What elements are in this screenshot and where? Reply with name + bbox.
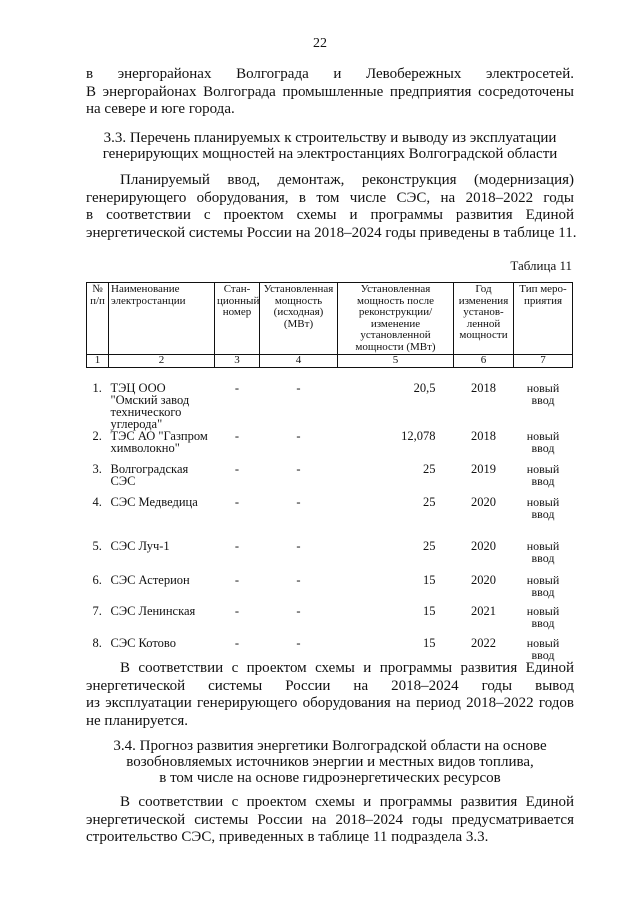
row-after: 15 [423, 603, 436, 618]
row-year: 2022 [471, 635, 496, 650]
row-year: 2020 [471, 572, 496, 587]
row-year: 2019 [471, 461, 496, 476]
intro-line-1-word: Левобережных [365, 66, 462, 82]
after-table-line-2-word: энергетической [86, 677, 186, 694]
row-year: 2018 [471, 380, 496, 395]
table-row [87, 367, 573, 430]
row-initial: - [296, 635, 301, 650]
header-idx: № п/п [87, 283, 109, 355]
after-table-line-2-word: на [353, 677, 369, 694]
row-station: - [234, 461, 240, 476]
section-3-3-para-line-4: энергетической системы России на 2018–2024 годы приведены в таблице 11. [86, 224, 577, 241]
row-initial: - [296, 461, 301, 476]
section-3-4-paragraph [86, 794, 574, 847]
row-idx: 6. [92, 572, 102, 587]
row-station: - [234, 380, 240, 395]
row-name: СЭС Луч-1 [110, 538, 170, 553]
row-year: 2021 [471, 603, 496, 618]
row-type: новый ввод [526, 494, 560, 521]
header-after: Установленная мощность после реконструкции/ изменение установленной мощности (МВт) [338, 283, 454, 355]
row-type: новый ввод [526, 635, 560, 662]
row-idx: 3. [92, 461, 102, 476]
column-number: 6 [454, 355, 514, 368]
row-idx: 2. [92, 428, 102, 443]
row-name: СЭС Астерион [110, 572, 190, 587]
intro-line-1-word: и [333, 66, 342, 82]
row-station: - [234, 572, 240, 587]
row-station: - [234, 538, 240, 553]
column-number: 3 [215, 355, 260, 368]
row-name: Волгоградская СЭС [110, 461, 189, 488]
row-type: новый ввод [526, 380, 560, 407]
column-number: 2 [109, 355, 215, 368]
intro-line-2: В энергорайонах Волгограда промышленные предприятия сосредоточены [86, 83, 574, 100]
intro-paragraph [86, 66, 574, 119]
table-row [87, 463, 573, 496]
row-initial: - [296, 603, 301, 618]
intro-line-1-word: в [86, 66, 94, 82]
page-number: 22 [313, 36, 327, 51]
row-station: - [234, 494, 240, 509]
row-name: ТЭС АО "Газпром химволокно" [110, 428, 208, 455]
column-number: 1 [87, 355, 109, 368]
section-3-4-para-line-1: В соответствии с проектом схемы и программы развития Единой [120, 794, 574, 810]
intro-line-1-word: электросетей. [485, 66, 574, 82]
table-row [87, 430, 573, 463]
section-3-4-heading-line-2: возобновляемых источников энергии и местных видов топлива, [126, 754, 534, 770]
section-3-3-para-line-1: Планируемый ввод, демонтаж, реконструкция (модернизация) [120, 172, 574, 188]
after-table-line-1: В соответствии с проектом схемы и программы развития Единой [120, 660, 574, 676]
row-station: - [234, 635, 240, 650]
row-after: 12,078 [401, 428, 436, 443]
section-3-4-heading-line-1: 3.4. Прогноз развития энергетики Волгоградской области на основе [113, 738, 547, 754]
after-table-line-2-word: России [285, 677, 331, 694]
section-3-3-heading [86, 130, 574, 162]
table-row [87, 605, 573, 637]
row-initial: - [296, 572, 301, 587]
section-3-4-heading [86, 738, 574, 786]
row-idx: 7. [92, 603, 102, 618]
after-table-line-3: из эксплуатации генерирующего оборудования на период 2018–2022 годов [86, 695, 574, 711]
section-3-4-para-line-2: энергетической системы России на 2018–2024 годы предусматривается [86, 811, 574, 828]
row-initial: - [296, 380, 301, 395]
row-initial: - [296, 494, 301, 509]
row-idx: 4. [92, 494, 102, 509]
row-name: СЭС Медведица [110, 494, 198, 509]
row-year: 2018 [471, 428, 496, 443]
row-initial: - [296, 428, 301, 443]
row-after: 25 [423, 494, 436, 509]
after-table-line-2 [86, 678, 574, 696]
table-row [87, 574, 573, 605]
table-header-row [87, 283, 573, 355]
section-3-4-para-line-3: строительство СЭС, приведенных в таблице 11 подраздела 3.3. [86, 829, 489, 845]
after-table-line-2-word: вывод [535, 677, 574, 694]
column-number-row [87, 355, 573, 368]
table-row [87, 496, 573, 540]
table-caption: Таблица 11 [510, 258, 572, 273]
column-number: 7 [514, 355, 573, 368]
header-initial: Установленная мощность (исходная) (МВт) [260, 283, 338, 355]
row-year: 2020 [471, 538, 496, 553]
row-idx: 5. [92, 538, 102, 553]
row-after: 15 [423, 635, 436, 650]
after-table-line-2-word: системы [208, 677, 263, 694]
header-station: Стан-ционный номер [215, 283, 260, 355]
table-row [87, 540, 573, 574]
section-3-3-heading-line-2: генерирующих мощностей на электростанциях Волгоградской области [102, 146, 558, 162]
plants-table [86, 282, 573, 667]
section-3-3-para-line-3: в соответствии с проектом схемы и программы развития Единой [86, 207, 574, 223]
row-name: ТЭЦ ООО "Омский завод технического углерода" [110, 380, 190, 431]
intro-line-1 [86, 66, 574, 84]
row-type: новый ввод [526, 461, 560, 488]
row-type: новый ввод [526, 572, 560, 599]
intro-line-1-word: энергорайонах [117, 66, 212, 82]
column-number: 5 [338, 355, 454, 368]
section-3-3-paragraph [86, 172, 577, 242]
row-name: СЭС Котово [110, 635, 176, 650]
section-3-3-heading-line-1: 3.3. Перечень планируемых к строительству и выводу из эксплуатации [103, 130, 557, 146]
after-table-paragraph [86, 660, 574, 730]
section-3-4-heading-line-3: в том числе на основе гидроэнергетических ресурсов [159, 770, 501, 786]
intro-line-1-word: Волгограда [236, 66, 309, 82]
section-3-3-para-line-2: генерирующего оборудования, в том числе СЭС, на 2018–2022 годы [86, 189, 574, 206]
row-type: новый ввод [526, 538, 560, 565]
intro-line-3: на севере и юге города. [86, 101, 235, 117]
row-station: - [234, 428, 240, 443]
row-after: 20,5 [413, 380, 436, 395]
after-table-line-2-word: 2018–2024 [391, 677, 459, 694]
row-type: новый ввод [526, 603, 560, 630]
row-type: новый ввод [526, 428, 560, 455]
row-idx: 1. [92, 380, 102, 395]
row-name: СЭС Ленинская [110, 603, 196, 618]
header-year: Год изменения установ-ленной мощности [454, 283, 514, 355]
row-station: - [234, 603, 240, 618]
row-after: 25 [423, 461, 436, 476]
table-body [87, 367, 573, 667]
header-name: Наименование электростанции [109, 283, 215, 355]
row-after: 15 [423, 572, 436, 587]
after-table-line-4: не планируется. [86, 712, 188, 729]
header-type: Тип меро-приятия [514, 283, 573, 355]
row-initial: - [296, 538, 301, 553]
row-year: 2020 [471, 494, 496, 509]
column-number: 4 [260, 355, 338, 368]
row-after: 25 [423, 538, 436, 553]
row-idx: 8. [92, 635, 102, 650]
after-table-line-2-word: годы [481, 677, 513, 694]
